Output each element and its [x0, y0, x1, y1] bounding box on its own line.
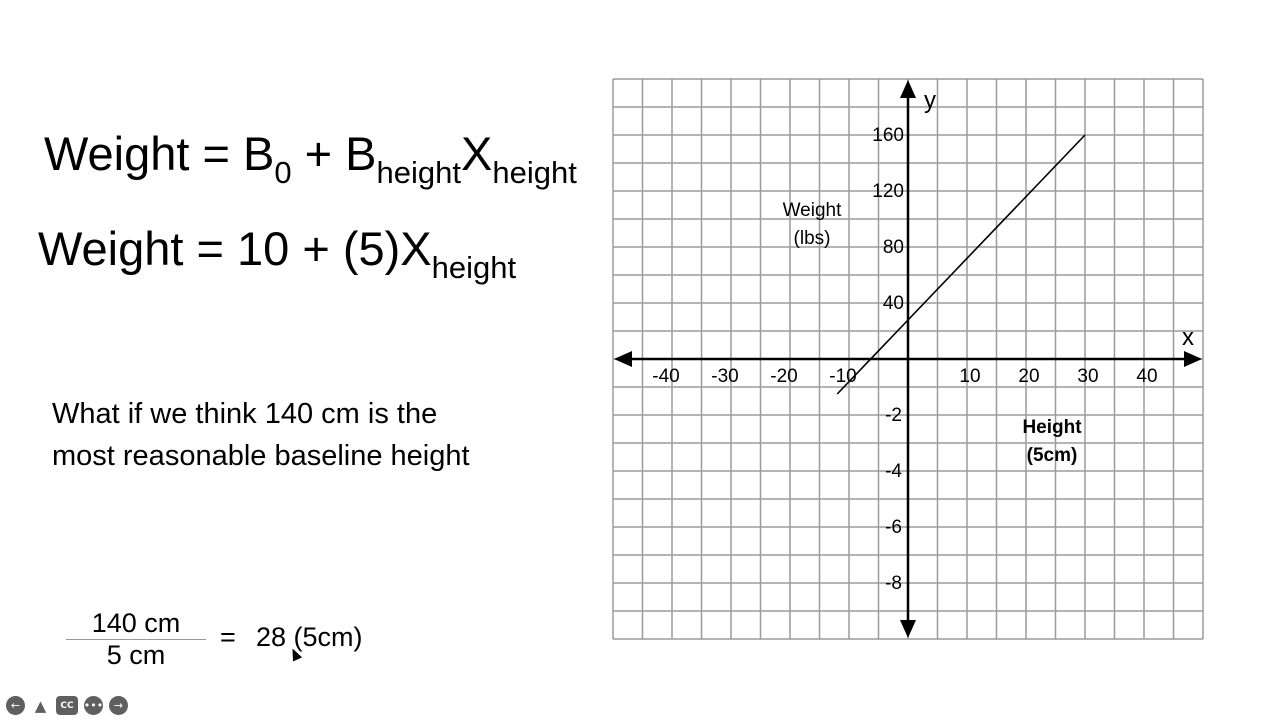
y-axis-label: y	[924, 87, 936, 114]
y-axis-bottom-arrow-icon	[900, 620, 916, 638]
y-tick-label-negative: -4	[885, 461, 902, 482]
eq1-b-subscript: height	[376, 155, 461, 191]
height-label: Height	[1022, 417, 1082, 438]
coordinate-graph	[612, 78, 1204, 642]
x-axis-label: x	[1182, 324, 1194, 351]
x-tick-label: 10	[959, 366, 981, 387]
previous-icon[interactable]: ←	[6, 696, 25, 715]
y-tick-label-negative: -2	[885, 405, 902, 426]
fraction-denominator: 5 cm	[106, 640, 166, 670]
fraction-numerator: 140 cm	[66, 610, 206, 640]
note-line-1: What if we think 140 cm is the	[52, 398, 438, 430]
note-line-2: most reasonable baseline height	[52, 440, 470, 472]
closed-captions-button[interactable]: CC	[56, 696, 78, 715]
baseline-question	[52, 393, 470, 477]
x-tick-label: 20	[1018, 366, 1040, 387]
y-tick-label: 40	[882, 293, 904, 314]
playback-controls	[6, 696, 128, 715]
x-tick-label: -30	[711, 366, 739, 387]
height-unit-label: (5cm)	[1026, 445, 1078, 466]
regression-equation-fitted	[38, 222, 517, 286]
regression-equation-general	[44, 127, 577, 191]
y-tick-label-negative: -6	[885, 517, 902, 538]
eq2-x-subscript: height	[431, 250, 517, 286]
eq2-lhs: Weight = 10 + (5)X	[38, 222, 432, 275]
eq1-b0-subscript: 0	[274, 155, 292, 191]
x-tick-label: 40	[1136, 366, 1158, 387]
x-axis-left-arrow-icon	[614, 351, 632, 367]
eq1-lhs: Weight = B	[44, 127, 275, 180]
y-tick-label-negative: -8	[885, 573, 902, 594]
y-axis-top-arrow-icon	[900, 80, 916, 98]
y-tick-label: 160	[872, 125, 904, 146]
x-tick-label: -10	[829, 366, 857, 387]
y-tick-label: 120	[872, 181, 904, 202]
fraction	[66, 610, 206, 669]
x-tick-label: -20	[770, 366, 798, 387]
x-axis-right-arrow-icon	[1184, 351, 1202, 367]
eq1-x-subscript: height	[492, 155, 577, 191]
fraction-equals: =	[220, 622, 236, 652]
x-tick-label: -40	[652, 366, 680, 387]
y-tick-label: 80	[882, 237, 904, 258]
fraction-result: 28 (5cm)	[256, 622, 363, 652]
weight-label: Weight	[782, 200, 842, 221]
pointer-icon[interactable]: ▲	[34, 696, 47, 715]
eq1-plus-b: + B	[291, 127, 377, 180]
regression-line	[837, 135, 1085, 394]
more-options-icon[interactable]: •••	[84, 696, 103, 715]
next-icon[interactable]: →	[109, 696, 128, 715]
eq1-x: X	[460, 127, 493, 180]
weight-unit-label: (lbs)	[793, 228, 831, 249]
x-tick-label: 30	[1077, 366, 1099, 387]
